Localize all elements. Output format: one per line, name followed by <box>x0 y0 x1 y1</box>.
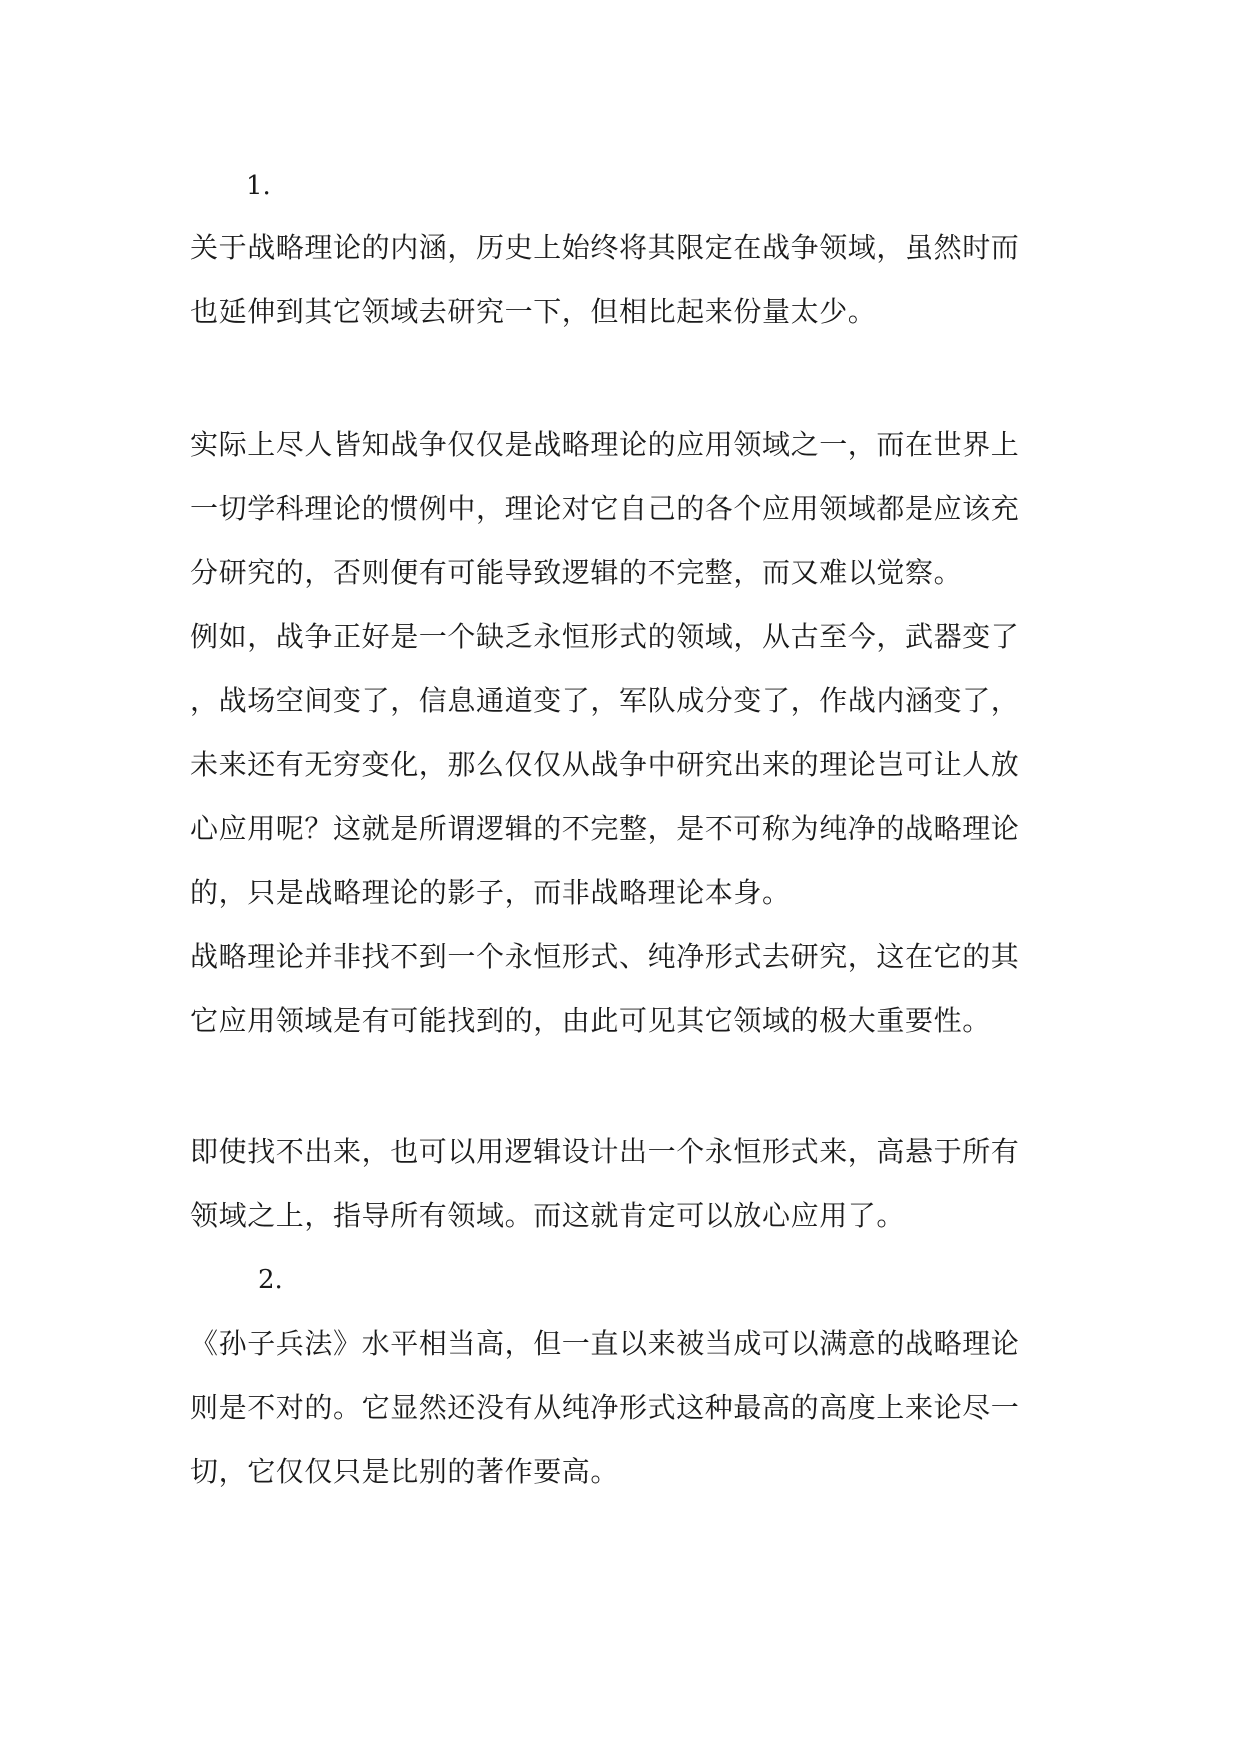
text-line: 切，它仅仅只是比别的著作要高。 <box>190 1455 620 1488</box>
text-line: 关于战略理论的内涵，历史上始终将其限定在战争领域，虽然时而 <box>190 231 1020 264</box>
text-line: 它应用领域是有可能找到的，由此可见其它领域的极大重要性。 <box>190 1004 991 1037</box>
text-line: 战略理论并非找不到一个永恒形式、纯净形式去研究，这在它的其 <box>190 940 1020 973</box>
text-line: 即使找不出来，也可以用逻辑设计出一个永恒形式来，高悬于所有 <box>190 1135 1020 1168</box>
text-line: ，战场空间变了，信息通道变了，军队成分变了，作战内涵变了， <box>190 684 1020 717</box>
text-line: 实际上尽人皆知战争仅仅是战略理论的应用领域之一，而在世界上 <box>190 428 1020 461</box>
text-line: 《孙子兵法》水平相当高，但一直以来被当成可以满意的战略理论 <box>190 1327 1020 1360</box>
section-number-1: 1. <box>246 171 271 201</box>
text-line: 则是不对的。它显然还没有从纯净形式这种最高的高度上来论尽一 <box>190 1391 1020 1424</box>
text-line: 的，只是战略理论的影子，而非战略理论本身。 <box>190 876 791 909</box>
text-line: 例如，战争正好是一个缺乏永恒形式的领域，从古至今，武器变了 <box>190 620 1020 653</box>
text-line: 领域之上，指导所有领域。而这就肯定可以放心应用了。 <box>190 1199 906 1232</box>
section-number-2: 2. <box>258 1265 283 1295</box>
text-line: 心应用呢？这就是所谓逻辑的不完整，是不可称为纯净的战略理论 <box>190 812 1020 845</box>
text-line: 也延伸到其它领域去研究一下，但相比起来份量太少。 <box>190 295 877 328</box>
text-line: 分研究的，否则便有可能导致逻辑的不完整，而又难以觉察。 <box>190 556 963 589</box>
text-line: 未来还有无穷变化，那么仅仅从战争中研究出来的理论岂可让人放 <box>190 748 1020 781</box>
text-line: 一切学科理论的惯例中，理论对它自己的各个应用领域都是应该充 <box>190 492 1020 525</box>
